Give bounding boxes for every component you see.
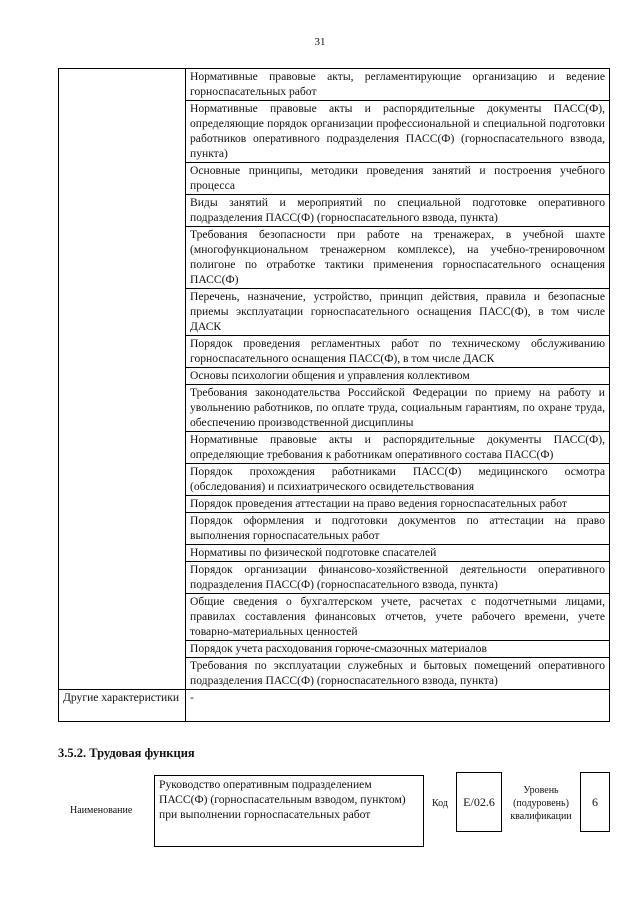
knowledge-requirements-table (58, 68, 610, 722)
table-row (59, 289, 610, 336)
row-header-cell (59, 385, 186, 432)
code-label: Код (432, 798, 448, 809)
row-header-cell (59, 545, 186, 562)
row-header-cell (59, 464, 186, 496)
row-header-cell (59, 562, 186, 594)
level-value: 6 (580, 772, 610, 832)
requirement-cell: Общие сведения о бухгалтерском учете, расчетах с подотчетными лицами, правилах составления финансовых отчетов, учете рабочего времени, учете товарно-материальных ценностей (186, 594, 610, 641)
requirement-cell: Порядок прохождения работниками ПАСС(Ф) медицинского осмотра (обследования) и психиатрического освидетельствования (186, 464, 610, 496)
row-header-cell (59, 641, 186, 658)
requirement-cell: Порядок проведения аттестации на право ведения горноспасательных работ (186, 496, 610, 513)
row-header-cell (59, 496, 186, 513)
requirement-cell: Требования по эксплуатации служебных и бытовых помещений оперативного подразделения ПАСС(Ф) (горноспасательного взвода, пункта) (186, 658, 610, 690)
table-row (59, 432, 610, 464)
other-characteristics-value: - (186, 690, 610, 722)
table-row (59, 163, 610, 195)
table-row (59, 464, 610, 496)
requirement-cell: Нормативы по физической подготовке спасателей (186, 545, 610, 562)
table-row (59, 195, 610, 227)
requirement-cell: Нормативные правовые акты и распорядительные документы ПАСС(Ф), определяющие требования к работникам оперативного состава ПАСС(Ф) (186, 432, 610, 464)
table-row (59, 336, 610, 368)
table-row (59, 658, 610, 690)
row-header-cell (59, 289, 186, 336)
name-value: Руководство оперативным подразделением ПАСС(Ф) (горноспасательным взводом, пунктом) при выполнении горноспасательных работ (154, 775, 424, 847)
requirement-cell: Порядок проведения регламентных работ по техническому обслуживанию горноспасательного оснащения ПАСС(Ф), в том числе ДАСК (186, 336, 610, 368)
table-row (59, 641, 610, 658)
table-row (59, 385, 610, 432)
level-label: Уровень (подуровень) квалификации (510, 785, 572, 822)
table-row (59, 227, 610, 289)
requirement-cell: Порядок учета расходования горюче-смазочных материалов (186, 641, 610, 658)
labor-function-row (58, 772, 618, 852)
other-characteristics-row (59, 690, 610, 722)
row-header-cell (59, 658, 186, 690)
requirement-cell: Требования безопасности при работе на тренажерах, в учебной шахте (многофункциональном тренажерном комплексе), на учебно-тренировочном полигоне по отработке тактики применения горноспасательного оснащения ПАСС(Ф) (186, 227, 610, 289)
table-row (59, 101, 610, 163)
row-header-cell (59, 368, 186, 385)
requirement-cell: Основные принципы, методики проведения занятий и построения учебного процесса (186, 163, 610, 195)
requirement-cell: Порядок организации финансово-хозяйственной деятельности оперативного подразделения ПАСС(Ф) (горноспасательного взвода, пункта) (186, 562, 610, 594)
page-number: 31 (314, 36, 326, 48)
table-row (59, 69, 610, 101)
table-row (59, 496, 610, 513)
other-characteristics-label: Другие характеристики (59, 690, 186, 722)
table-row (59, 594, 610, 641)
row-header-cell (59, 227, 186, 289)
row-header-cell (59, 432, 186, 464)
row-header-cell (59, 69, 186, 101)
section-title: 3.5.2. Трудовая функция (58, 746, 195, 760)
requirement-cell: Нормативные правовые акты, регламентирующие организацию и ведение горноспасательных работ (186, 69, 610, 101)
table-row (59, 368, 610, 385)
row-header-cell (59, 513, 186, 545)
row-header-cell (59, 594, 186, 641)
row-header-cell (59, 195, 186, 227)
table-row (59, 545, 610, 562)
row-header-cell (59, 336, 186, 368)
table-row (59, 513, 610, 545)
row-header-cell (59, 163, 186, 195)
requirement-cell: Требования законодательства Российской Федерации по приему на работу и увольнению работников, по оплате труда, социальным гарантиям, по охране труда, обеспечению производственной дисциплины (186, 385, 610, 432)
name-label: Наименование (70, 805, 133, 816)
requirement-cell: Порядок оформления и подготовки документов по аттестации на право выполнения горноспасательных работ (186, 513, 610, 545)
requirement-cell: Виды занятий и мероприятий по специальной подготовке оперативного подразделения ПАСС(Ф) (горноспасательного взвода, пункта) (186, 195, 610, 227)
requirement-cell: Нормативные правовые акты и распорядительные документы ПАСС(Ф), определяющие порядок организации профессиональной и специальной подготовки работников оперативного подразделения ПАСС(Ф) (горноспасательного взвода, пункта) (186, 101, 610, 163)
code-value: E/02.6 (456, 772, 502, 832)
requirement-cell: Основы психологии общения и управления коллективом (186, 368, 610, 385)
requirement-cell: Перечень, назначение, устройство, принцип действия, правила и безопасные приемы эксплуатации горноспасательного оснащения ПАСС(Ф), в том числе ДАСК (186, 289, 610, 336)
row-header-cell (59, 101, 186, 163)
table-row (59, 562, 610, 594)
